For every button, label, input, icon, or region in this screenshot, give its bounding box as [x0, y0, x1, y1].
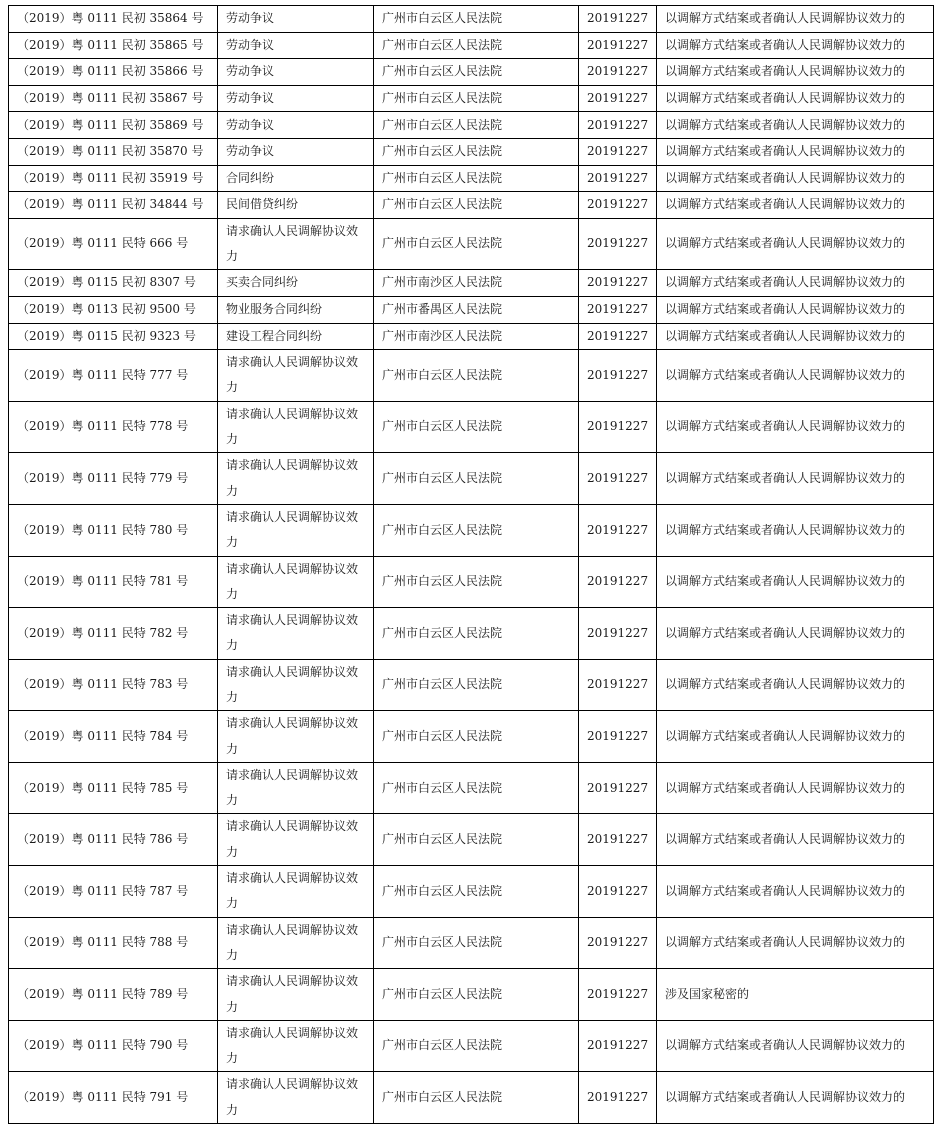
court-name-cell: 广州市白云区人民法院: [374, 401, 579, 453]
date-cell: 20191227: [579, 659, 657, 711]
reason-cell: 以调解方式结案或者确认人民调解协议效力的: [657, 917, 934, 969]
court-name-cell: 广州市白云区人民法院: [374, 762, 579, 814]
table-row: [9, 401, 934, 453]
reason-cell: 以调解方式结案或者确认人民调解协议效力的: [657, 32, 934, 59]
court-name-cell: 广州市白云区人民法院: [374, 504, 579, 556]
table-row: [9, 192, 934, 219]
date-cell: 20191227: [579, 32, 657, 59]
date-cell: 20191227: [579, 504, 657, 556]
table-row: [9, 323, 934, 350]
case-cause-cell: 请求确认人民调解协议效力: [218, 608, 374, 660]
case-cause-cell: 请求确认人民调解协议效力: [218, 218, 374, 270]
date-cell: 20191227: [579, 6, 657, 33]
reason-cell: 以调解方式结案或者确认人民调解协议效力的: [657, 6, 934, 33]
table-row: [9, 608, 934, 660]
table-row: [9, 659, 934, 711]
case-cause-cell: 物业服务合同纠纷: [218, 296, 374, 323]
reason-cell: 以调解方式结案或者确认人民调解协议效力的: [657, 659, 934, 711]
date-cell: 20191227: [579, 866, 657, 918]
date-cell: 20191227: [579, 711, 657, 763]
table-row: [9, 59, 934, 86]
case-cause-cell: 建设工程合同纠纷: [218, 323, 374, 350]
court-name-cell: 广州市番禺区人民法院: [374, 296, 579, 323]
date-cell: 20191227: [579, 296, 657, 323]
date-cell: 20191227: [579, 192, 657, 219]
table-row: [9, 1072, 934, 1124]
reason-cell: 以调解方式结案或者确认人民调解协议效力的: [657, 711, 934, 763]
court-name-cell: 广州市白云区人民法院: [374, 165, 579, 192]
reason-cell: 以调解方式结案或者确认人民调解协议效力的: [657, 270, 934, 297]
case-cause-cell: 请求确认人民调解协议效力: [218, 556, 374, 608]
table-row: [9, 112, 934, 139]
table-row: [9, 814, 934, 866]
case-number-cell: （2019）粤 0111 民特 781 号: [9, 556, 218, 608]
case-number-cell: （2019）粤 0111 民特 789 号: [9, 969, 218, 1021]
table-row: [9, 917, 934, 969]
date-cell: 20191227: [579, 350, 657, 402]
date-cell: 20191227: [579, 401, 657, 453]
case-number-cell: （2019）粤 0111 民特 790 号: [9, 1020, 218, 1072]
table-row: [9, 350, 934, 402]
case-number-cell: （2019）粤 0111 民特 784 号: [9, 711, 218, 763]
case-cause-cell: 买卖合同纠纷: [218, 270, 374, 297]
date-cell: 20191227: [579, 1020, 657, 1072]
case-number-cell: （2019）粤 0111 民特 786 号: [9, 814, 218, 866]
court-name-cell: 广州市南沙区人民法院: [374, 323, 579, 350]
court-name-cell: 广州市白云区人民法院: [374, 85, 579, 112]
case-cause-cell: 请求确认人民调解协议效力: [218, 711, 374, 763]
date-cell: 20191227: [579, 608, 657, 660]
case-number-cell: （2019）粤 0111 民初 35870 号: [9, 138, 218, 165]
case-cause-cell: 请求确认人民调解协议效力: [218, 350, 374, 402]
date-cell: 20191227: [579, 917, 657, 969]
court-name-cell: 广州市南沙区人民法院: [374, 270, 579, 297]
case-number-cell: （2019）粤 0111 民特 779 号: [9, 453, 218, 505]
reason-cell: 以调解方式结案或者确认人民调解协议效力的: [657, 762, 934, 814]
table-row: [9, 6, 934, 33]
date-cell: 20191227: [579, 762, 657, 814]
court-name-cell: 广州市白云区人民法院: [374, 6, 579, 33]
case-cause-cell: 劳动争议: [218, 59, 374, 86]
table-row: [9, 138, 934, 165]
reason-cell: 以调解方式结案或者确认人民调解协议效力的: [657, 608, 934, 660]
court-name-cell: 广州市白云区人民法院: [374, 350, 579, 402]
date-cell: 20191227: [579, 112, 657, 139]
case-cause-cell: 请求确认人民调解协议效力: [218, 917, 374, 969]
case-number-cell: （2019）粤 0111 民初 35864 号: [9, 6, 218, 33]
date-cell: 20191227: [579, 85, 657, 112]
table-row: [9, 85, 934, 112]
reason-cell: 以调解方式结案或者确认人民调解协议效力的: [657, 323, 934, 350]
case-number-cell: （2019）粤 0111 民特 785 号: [9, 762, 218, 814]
court-name-cell: 广州市白云区人民法院: [374, 112, 579, 139]
case-cause-cell: 请求确认人民调解协议效力: [218, 1020, 374, 1072]
reason-cell: 以调解方式结案或者确认人民调解协议效力的: [657, 453, 934, 505]
table-row: [9, 504, 934, 556]
reason-cell: 以调解方式结案或者确认人民调解协议效力的: [657, 138, 934, 165]
date-cell: 20191227: [579, 138, 657, 165]
table-row: [9, 270, 934, 297]
case-table-body: [9, 6, 934, 1124]
case-number-cell: （2019）粤 0111 民特 787 号: [9, 866, 218, 918]
case-cause-cell: 请求确认人民调解协议效力: [218, 401, 374, 453]
court-name-cell: 广州市白云区人民法院: [374, 866, 579, 918]
date-cell: 20191227: [579, 323, 657, 350]
case-number-cell: （2019）粤 0111 民初 35866 号: [9, 59, 218, 86]
case-number-cell: （2019）粤 0111 民初 35869 号: [9, 112, 218, 139]
case-number-cell: （2019）粤 0111 民特 788 号: [9, 917, 218, 969]
reason-cell: 以调解方式结案或者确认人民调解协议效力的: [657, 350, 934, 402]
case-number-cell: （2019）粤 0111 民初 34844 号: [9, 192, 218, 219]
case-cause-cell: 请求确认人民调解协议效力: [218, 659, 374, 711]
case-cause-cell: 劳动争议: [218, 32, 374, 59]
date-cell: 20191227: [579, 59, 657, 86]
reason-cell: 以调解方式结案或者确认人民调解协议效力的: [657, 59, 934, 86]
case-cause-cell: 劳动争议: [218, 85, 374, 112]
reason-cell: 以调解方式结案或者确认人民调解协议效力的: [657, 866, 934, 918]
case-number-cell: （2019）粤 0111 民特 783 号: [9, 659, 218, 711]
case-cause-cell: 劳动争议: [218, 138, 374, 165]
case-number-cell: （2019）粤 0111 民初 35867 号: [9, 85, 218, 112]
date-cell: 20191227: [579, 218, 657, 270]
reason-cell: 涉及国家秘密的: [657, 969, 934, 1021]
reason-cell: 以调解方式结案或者确认人民调解协议效力的: [657, 814, 934, 866]
case-cause-cell: 请求确认人民调解协议效力: [218, 504, 374, 556]
date-cell: 20191227: [579, 270, 657, 297]
date-cell: 20191227: [579, 556, 657, 608]
reason-cell: 以调解方式结案或者确认人民调解协议效力的: [657, 1072, 934, 1124]
court-name-cell: 广州市白云区人民法院: [374, 556, 579, 608]
reason-cell: 以调解方式结案或者确认人民调解协议效力的: [657, 296, 934, 323]
case-cause-cell: 劳动争议: [218, 112, 374, 139]
case-cause-cell: 请求确认人民调解协议效力: [218, 866, 374, 918]
case-number-cell: （2019）粤 0111 民特 791 号: [9, 1072, 218, 1124]
court-name-cell: 广州市白云区人民法院: [374, 32, 579, 59]
date-cell: 20191227: [579, 1072, 657, 1124]
reason-cell: 以调解方式结案或者确认人民调解协议效力的: [657, 85, 934, 112]
table-row: [9, 453, 934, 505]
reason-cell: 以调解方式结案或者确认人民调解协议效力的: [657, 1020, 934, 1072]
table-row: [9, 556, 934, 608]
reason-cell: 以调解方式结案或者确认人民调解协议效力的: [657, 504, 934, 556]
case-cause-cell: 请求确认人民调解协议效力: [218, 814, 374, 866]
case-cause-cell: 请求确认人民调解协议效力: [218, 762, 374, 814]
case-number-cell: （2019）粤 0111 民特 782 号: [9, 608, 218, 660]
table-row: [9, 762, 934, 814]
table-row: [9, 969, 934, 1021]
case-cause-cell: 合同纠纷: [218, 165, 374, 192]
reason-cell: 以调解方式结案或者确认人民调解协议效力的: [657, 192, 934, 219]
court-name-cell: 广州市白云区人民法院: [374, 659, 579, 711]
case-cause-cell: 请求确认人民调解协议效力: [218, 969, 374, 1021]
table-row: [9, 296, 934, 323]
table-row: [9, 866, 934, 918]
court-name-cell: 广州市白云区人民法院: [374, 1072, 579, 1124]
court-name-cell: 广州市白云区人民法院: [374, 453, 579, 505]
case-cause-cell: 劳动争议: [218, 6, 374, 33]
reason-cell: 以调解方式结案或者确认人民调解协议效力的: [657, 165, 934, 192]
case-number-cell: （2019）粤 0111 民特 778 号: [9, 401, 218, 453]
court-name-cell: 广州市白云区人民法院: [374, 1020, 579, 1072]
court-name-cell: 广州市白云区人民法院: [374, 138, 579, 165]
case-cause-cell: 请求确认人民调解协议效力: [218, 1072, 374, 1124]
case-number-cell: （2019）粤 0111 民初 35919 号: [9, 165, 218, 192]
court-name-cell: 广州市白云区人民法院: [374, 218, 579, 270]
case-number-cell: （2019）粤 0111 民初 35865 号: [9, 32, 218, 59]
case-cause-cell: 民间借贷纠纷: [218, 192, 374, 219]
table-row: [9, 218, 934, 270]
court-name-cell: 广州市白云区人民法院: [374, 969, 579, 1021]
date-cell: 20191227: [579, 814, 657, 866]
case-number-cell: （2019）粤 0111 民特 666 号: [9, 218, 218, 270]
table-row: [9, 1020, 934, 1072]
case-number-cell: （2019）粤 0115 民初 8307 号: [9, 270, 218, 297]
court-name-cell: 广州市白云区人民法院: [374, 917, 579, 969]
table-row: [9, 32, 934, 59]
table-row: [9, 711, 934, 763]
reason-cell: 以调解方式结案或者确认人民调解协议效力的: [657, 556, 934, 608]
court-name-cell: 广州市白云区人民法院: [374, 608, 579, 660]
date-cell: 20191227: [579, 453, 657, 505]
reason-cell: 以调解方式结案或者确认人民调解协议效力的: [657, 112, 934, 139]
court-name-cell: 广州市白云区人民法院: [374, 59, 579, 86]
table-row: [9, 165, 934, 192]
court-name-cell: 广州市白云区人民法院: [374, 814, 579, 866]
date-cell: 20191227: [579, 969, 657, 1021]
court-name-cell: 广州市白云区人民法院: [374, 711, 579, 763]
date-cell: 20191227: [579, 165, 657, 192]
case-number-cell: （2019）粤 0111 民特 780 号: [9, 504, 218, 556]
case-cause-cell: 请求确认人民调解协议效力: [218, 453, 374, 505]
case-number-cell: （2019）粤 0111 民特 777 号: [9, 350, 218, 402]
case-table: [8, 5, 934, 1124]
court-name-cell: 广州市白云区人民法院: [374, 192, 579, 219]
case-number-cell: （2019）粤 0115 民初 9323 号: [9, 323, 218, 350]
reason-cell: 以调解方式结案或者确认人民调解协议效力的: [657, 218, 934, 270]
case-number-cell: （2019）粤 0113 民初 9500 号: [9, 296, 218, 323]
reason-cell: 以调解方式结案或者确认人民调解协议效力的: [657, 401, 934, 453]
